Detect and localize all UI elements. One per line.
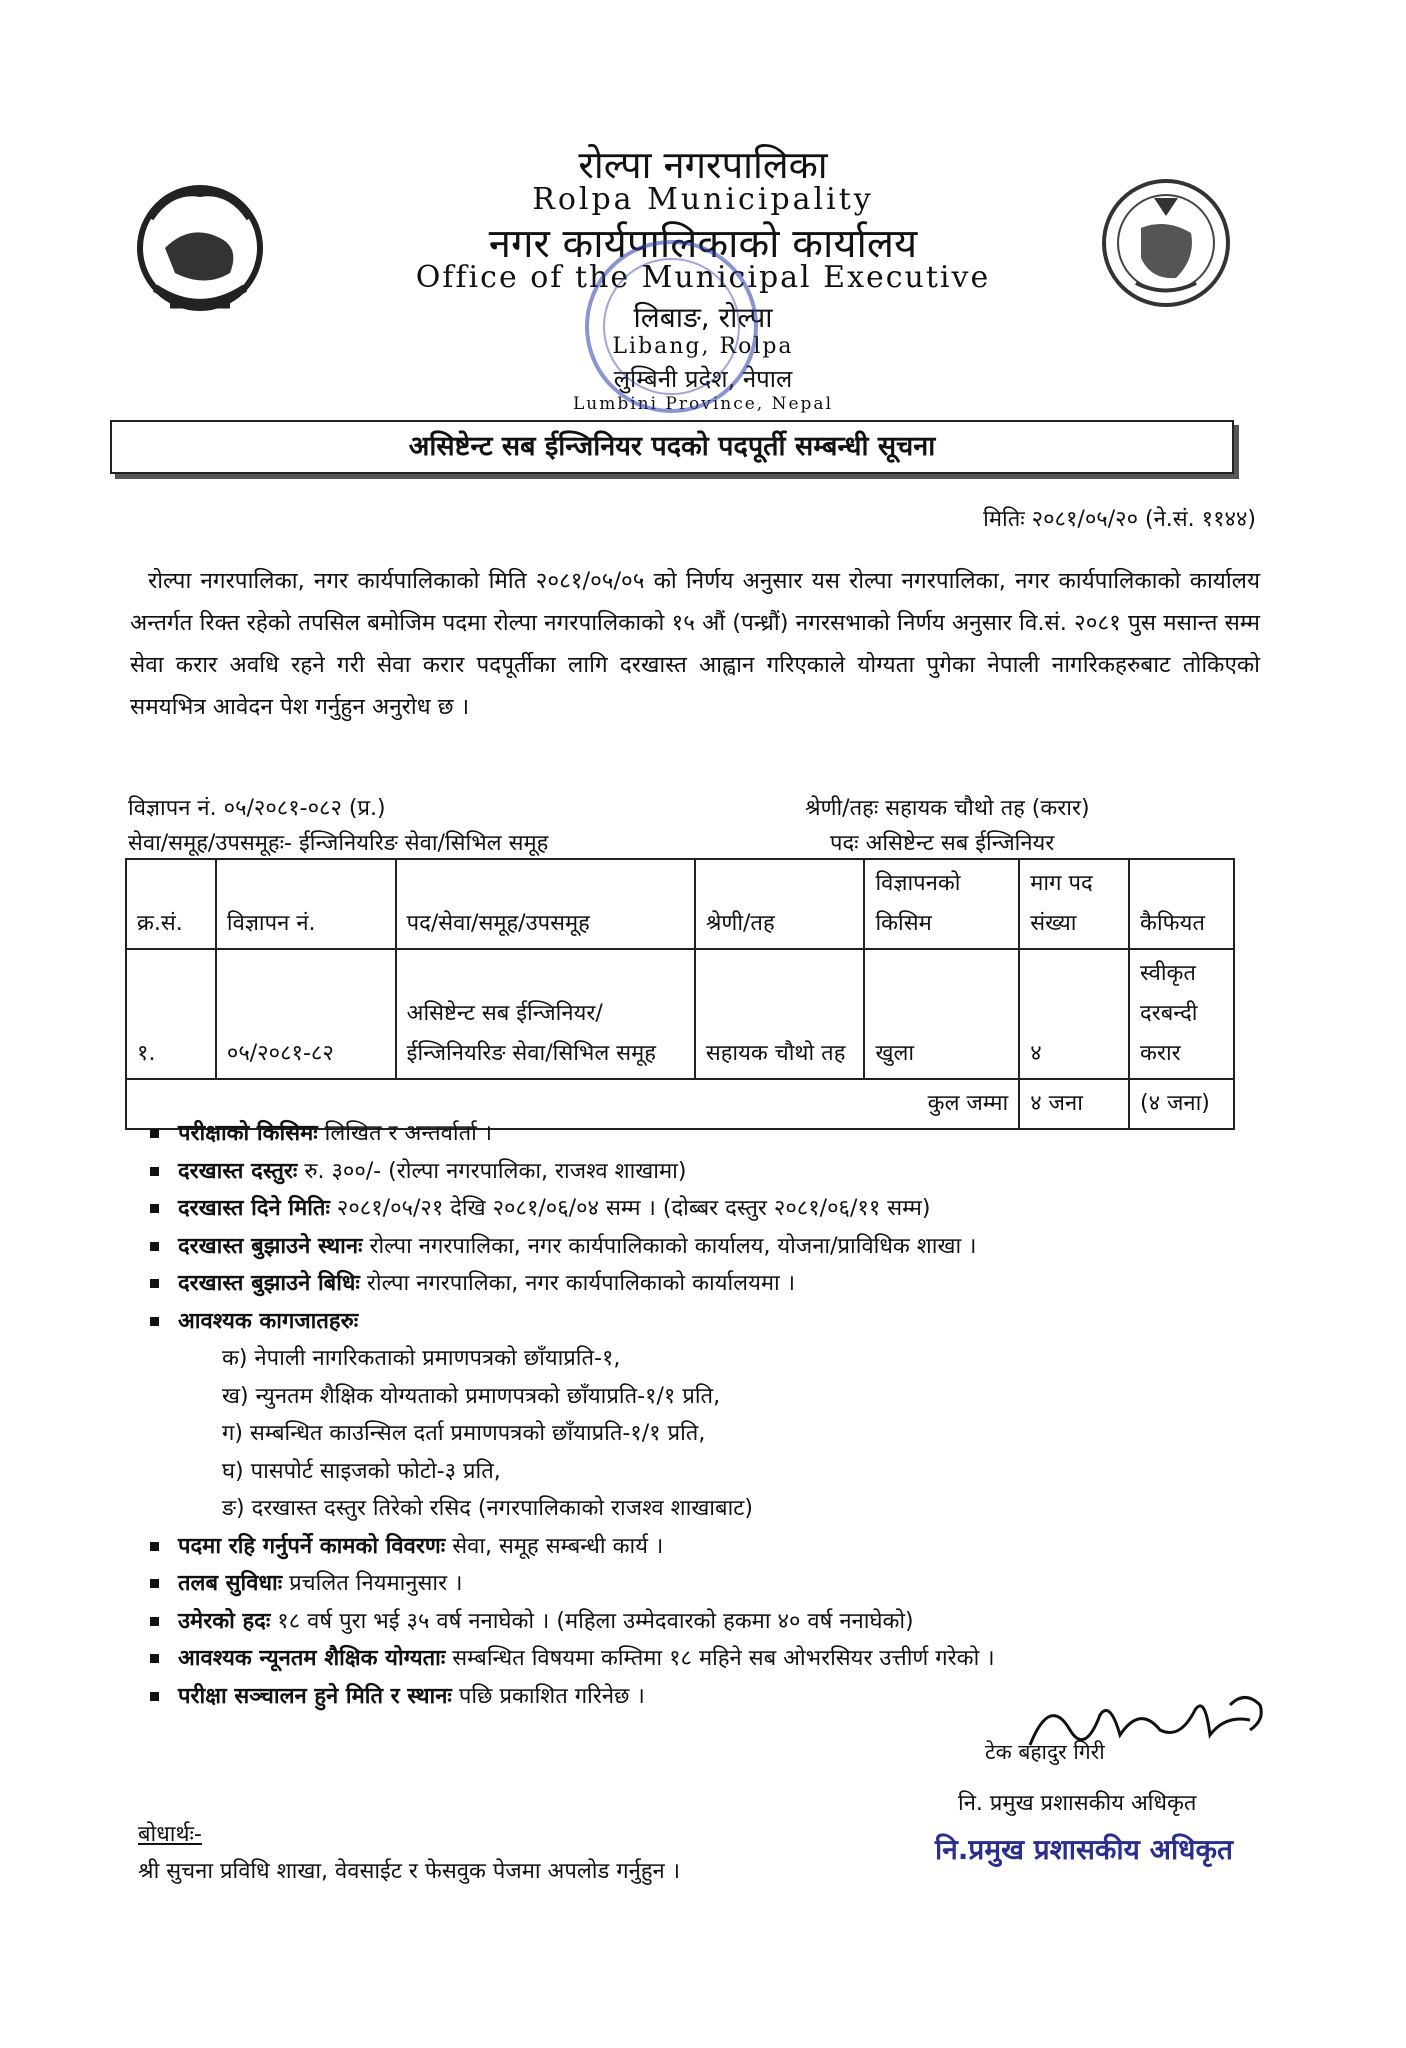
item-text: प्रचलित नियमानुसार । [282, 1571, 463, 1596]
signatory-name: टेक बहादुर गिरी [985, 1740, 1105, 1764]
item-text: पछि प्रकाशित गरिनेछ । [451, 1683, 645, 1709]
item-label: परीक्षा सञ्चालन हुने मिति र स्थानः [178, 1683, 452, 1709]
place-np: लिबाङ, रोल्पा [633, 301, 773, 334]
notice-body: रोल्पा नगरपालिका, नगर कार्यपालिकाको मिति २०८१/०५/०५ को निर्णय अनुसार यस रोल्पा नगरपालिका, नगर कार्यपालिकाको कार्यालय अन्तर्गत रिक्त रहेको तपसिल बमोजिम पदमा रोल्पा नगरपालिकाको १५ औं (पन्ध्रौं) नगरसभाको निर्णय अनुसार वि.सं. २०८१ पुस मसान्त सम्म सेवा करार अवधि रहने गरी सेवा करार पदपूर्तीका लागि दरखास्त आह्वान गरिएकाले योग्यता पुगेका नेपाली नागरिकहरुबाट तोकिएको समयभित्र आवेदन पेश गर्नुहुन अनुरोध छ । [130, 568, 1260, 720]
nepal-emblem-left-icon [130, 178, 270, 328]
list-item [150, 1265, 1260, 1303]
item-text: सेवा, समूह सम्बन्धी कार्य । [445, 1533, 664, 1559]
cell-adv-no: ०५/२०८१-८२ [216, 949, 396, 1079]
item-label: दरखास्त बुझाउने स्थानः [178, 1233, 363, 1259]
item-text: रोल्पा नगरपालिका, नगर कार्यपालिकाको कार्यालयमा । [359, 1271, 796, 1296]
item-text: लिखित र अन्तर्वार्ता । [317, 1121, 493, 1146]
item-text: रोल्पा नगरपालिका, नगर कार्यपालिकाको कार्यालय, योजना/प्राविधिक शाखा । [362, 1233, 977, 1259]
item-text: १८ वर्ष पुरा भई ३५ वर्ष ननाघेको । (महिला उम्मेदवारको हकमा ४० वर्ष ननाघेको) [270, 1608, 914, 1634]
cell-serial: १. [126, 949, 216, 1079]
table-row [126, 949, 1234, 1079]
municipality-name-en: Rolpa Municipality [532, 182, 874, 217]
col-header-serial: क्र.सं. [126, 859, 216, 949]
item-label: दरखास्त बुझाउने बिधिः [178, 1271, 360, 1296]
col-header-remarks: कैफियत [1129, 859, 1234, 949]
list-item [150, 1190, 1260, 1228]
requirements-list [150, 1115, 1260, 1715]
cell-post: असिष्टेन्ट सब ईन्जिनियर/ईन्जिनियरिङ सेवा/सिभिल समूह [396, 949, 695, 1079]
list-item [150, 1303, 1260, 1341]
list-item [150, 1565, 1260, 1603]
designation-stamp: नि.प्रमुख प्रशासकीय अधिकृत [935, 1833, 1233, 1866]
place-en: Libang, Rolpa [612, 334, 794, 359]
item-text: २०८१/०५/२१ देखि २०८१/०६/०४ सम्म । (दोब्बर दस्तुर २०८१/०६/११ सम्म) [329, 1196, 931, 1221]
item-label: आवश्यक कागजातहरुः [178, 1308, 359, 1334]
cell-level: सहायक चौथो तह [695, 949, 865, 1079]
item-text: रु. ३००/- (रोल्पा नगरपालिका, राजश्व शाखामा) [297, 1158, 687, 1184]
col-header-level: श्रेणी/तह [695, 859, 865, 949]
list-item [150, 1228, 1260, 1266]
province-en: Lumbini Province, Nepal [572, 394, 834, 414]
document-item: घ) पासपोर्ट साइजको फोटो-३ प्रति, [222, 1458, 501, 1484]
office-seal-stamp [585, 240, 758, 413]
item-text: सम्बन्धित विषयमा कम्तिमा १८ महिने सब ओभरसियर उत्तीर्ण गरेको । [445, 1646, 995, 1671]
office-name-np: नगर कार्यपालिकाको कार्यालय [488, 221, 918, 267]
total-label: कुल जम्मा [126, 1079, 1019, 1129]
category-level: श्रेणी/तहः सहायक चौथो तह (करार) [805, 796, 1090, 821]
municipality-name-np: रोल्पा नगरपालिका [578, 143, 828, 187]
list-item [150, 1640, 1260, 1678]
cell-type: खुला [864, 949, 1019, 1079]
col-header-adv-no: विज्ञापन नं. [216, 859, 396, 949]
col-header-post: पद/सेवा/समूह/उपसमूह [396, 859, 695, 949]
office-name-en: Office of the Municipal Executive [415, 260, 991, 295]
table-header-row [126, 859, 1234, 949]
item-label: पदमा रहि गर्नुपर्ने कामको विवरणः [178, 1533, 446, 1559]
item-label: उमेरको हदः [178, 1608, 271, 1634]
item-label: परीक्षाको किसिमः [178, 1121, 318, 1146]
list-item [150, 1603, 1260, 1641]
notice-date: मितिः २०८१/०५/२० (ने.सं. ११४४) [983, 507, 1256, 532]
document-item: ङ) दरखास्त दस्तुर तिरेको रसिद (नगरपालिकाको राजश्व शाखाबाट) [222, 1496, 753, 1521]
col-header-count: माग पद संख्या [1019, 859, 1129, 949]
cc-text: श्री सुचना प्रविधि शाखा, वेवसाईट र फेसवुक पेजमा अपलोड गर्नुहुन । [138, 1859, 681, 1884]
item-label: आवश्यक न्यूनतम शैक्षिक योग्यताः [178, 1646, 446, 1671]
item-label: दरखास्त दिने मितिः [178, 1196, 330, 1221]
signatory-designation: नि. प्रमुख प्रशासकीय अधिकृत [958, 1791, 1197, 1816]
cell-remarks: स्वीकृत दरबन्दी करार [1129, 949, 1234, 1079]
document-item: ग) सम्बन्धित काउन्सिल दर्ता प्रमाणपत्रको छाँयाप्रति-१/१ प्रति, [222, 1421, 706, 1446]
vacancy-table [125, 858, 1235, 1130]
document-item: ख) न्युनतम शैक्षिक योग्यताको प्रमाणपत्रको छाँयाप्रति-१/१ प्रति, [222, 1383, 721, 1409]
total-note: (४ जना) [1129, 1079, 1234, 1129]
list-item [150, 1115, 1260, 1153]
cell-count: ४ [1019, 949, 1129, 1079]
municipality-logo-right-icon [1096, 168, 1236, 318]
list-item [150, 1153, 1260, 1191]
col-header-type: विज्ञापनको किसिम [864, 859, 1019, 949]
advertisement-number: विज्ञापन नं. ०५/२०८१-०८२ (प्र.) [128, 796, 386, 821]
province-np: लुम्बिनी प्रदेश, नेपाल [613, 365, 793, 393]
document-item: क) नेपाली नागरिकताको प्रमाणपत्रको छाँयाप्रति-१, [222, 1346, 621, 1371]
item-label: दरखास्त दस्तुरः [178, 1158, 298, 1184]
list-item [150, 1528, 1260, 1566]
notice-title: असिष्टेन्ट सब ईन्जिनियर पदको पदपूर्ती सम्बन्धी सूचना [110, 420, 1234, 474]
total-value: ४ जना [1019, 1079, 1129, 1129]
item-label: तलब सुविधाः [178, 1571, 283, 1596]
post-name: पदः असिष्टेन्ट सब ईन्जिनियर [830, 831, 1055, 856]
service-group: सेवा/समूह/उपसमूहः- ईन्जिनियरिङ सेवा/सिभिल समूह [128, 831, 549, 856]
cc-heading: बोधार्थः- [138, 1822, 202, 1847]
